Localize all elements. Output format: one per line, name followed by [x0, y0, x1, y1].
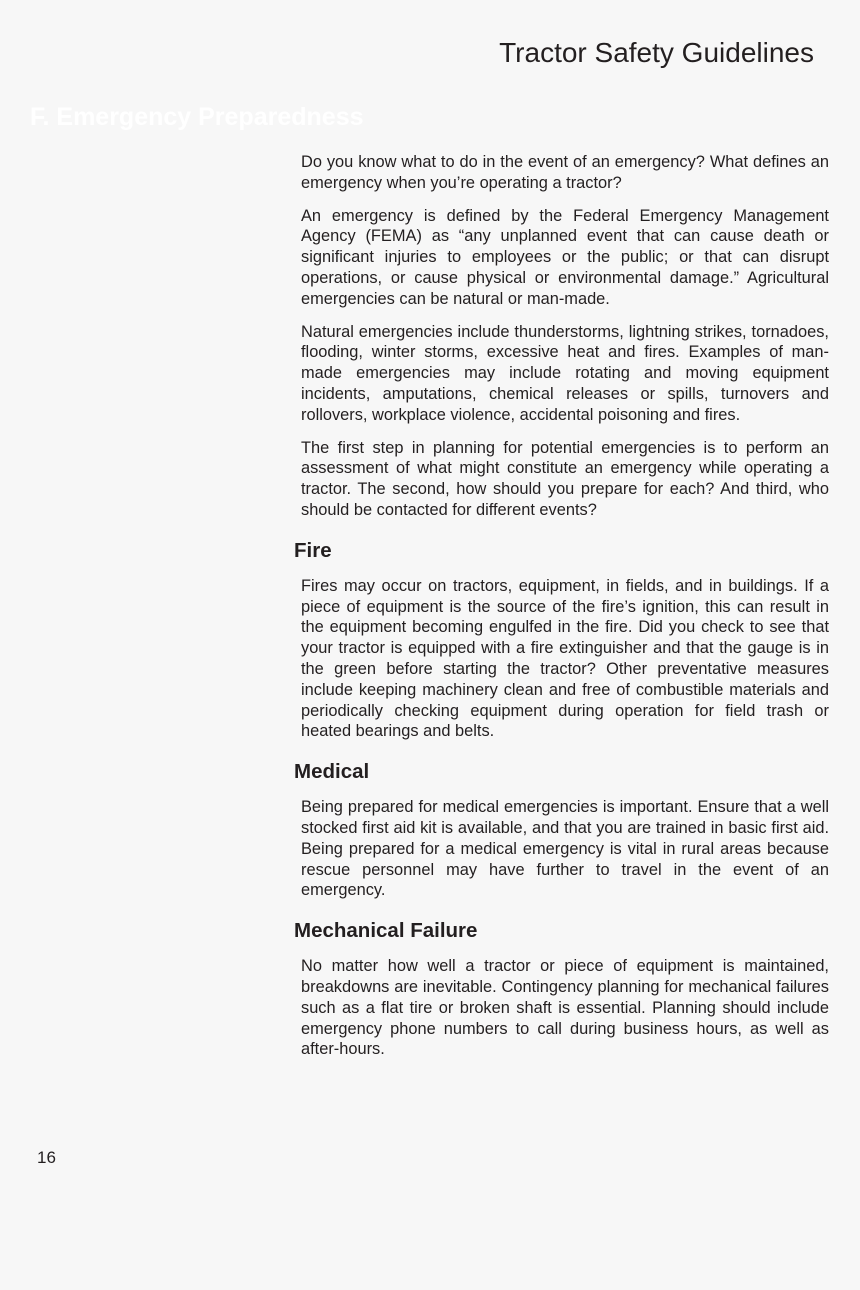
text-column: [294, 152, 829, 1072]
intro-paragraph-4: The first step in planning for potential emergencies is to perform an assessment of what might constitute an emergency while operating a tractor. The second, how should you prepare for each? And third, who should be contacted for different events?: [301, 438, 829, 519]
fire-paragraph: Fires may occur on tractors, equipment, in fields, and in buildings. If a piece of equipment is the source of the fire’s ignition, this can result in the equipment becoming engulfed in the fire. Did you check to see that your tractor is equipped with a fire extinguisher and that the gauge is in the green before starting the tractor? Other preventative measures include keeping machinery clean and free of combustible materials and periodically checking equipment during operation for field trash or heated bearings and belts.: [301, 576, 829, 741]
intro-paragraph-1: Do you know what to do in the event of an emergency? What defines an emergency when you’re operating a tractor?: [301, 153, 829, 192]
intro-paragraph-3: Natural emergencies include thunderstorms, lightning strikes, tornadoes, flooding, winter storms, excessive heat and fires. Examples of man-made emergencies may include rotating and moving equipment incidents, amputations, chemical releases or spills, turnovers and rollovers, workplace violence, accidental poisoning and fires.: [301, 322, 829, 424]
subheading-fire: Fire: [294, 538, 332, 562]
intro-paragraph-2: An emergency is defined by the Federal Emergency Management Agency (FEMA) as “any unplanned event that can cause death or significant injuries to employees or the public; or that can disrupt operations, or cause physical or environmental damage.” Agricultural emergencies can be natural or man-made.: [301, 206, 829, 308]
subheading-mechanical-failure: Mechanical Failure: [294, 919, 478, 943]
medical-paragraph: Being prepared for medical emergencies is important. Ensure that a well stocked first aid kit is available, and that you are trained in basic first aid. Being prepared for a medical emergency is vital in rural areas because rescue personnel may have further to travel in the event of an emergency.: [301, 798, 829, 900]
running-title: Tractor Safety Guidelines: [499, 37, 814, 68]
mechanical-failure-paragraph: No matter how well a tractor or piece of equipment is maintained, breakdowns are inevitable. Contingency planning for mechanical failures such as a flat tire or broken shaft is essential. Planning should include emergency phone numbers to call during business hours, as well as after-hours.: [301, 957, 829, 1059]
page-number: 16: [37, 1148, 56, 1167]
subheading-medical: Medical: [294, 760, 370, 784]
section-heading: F. Emergency Preparedness: [30, 103, 364, 131]
